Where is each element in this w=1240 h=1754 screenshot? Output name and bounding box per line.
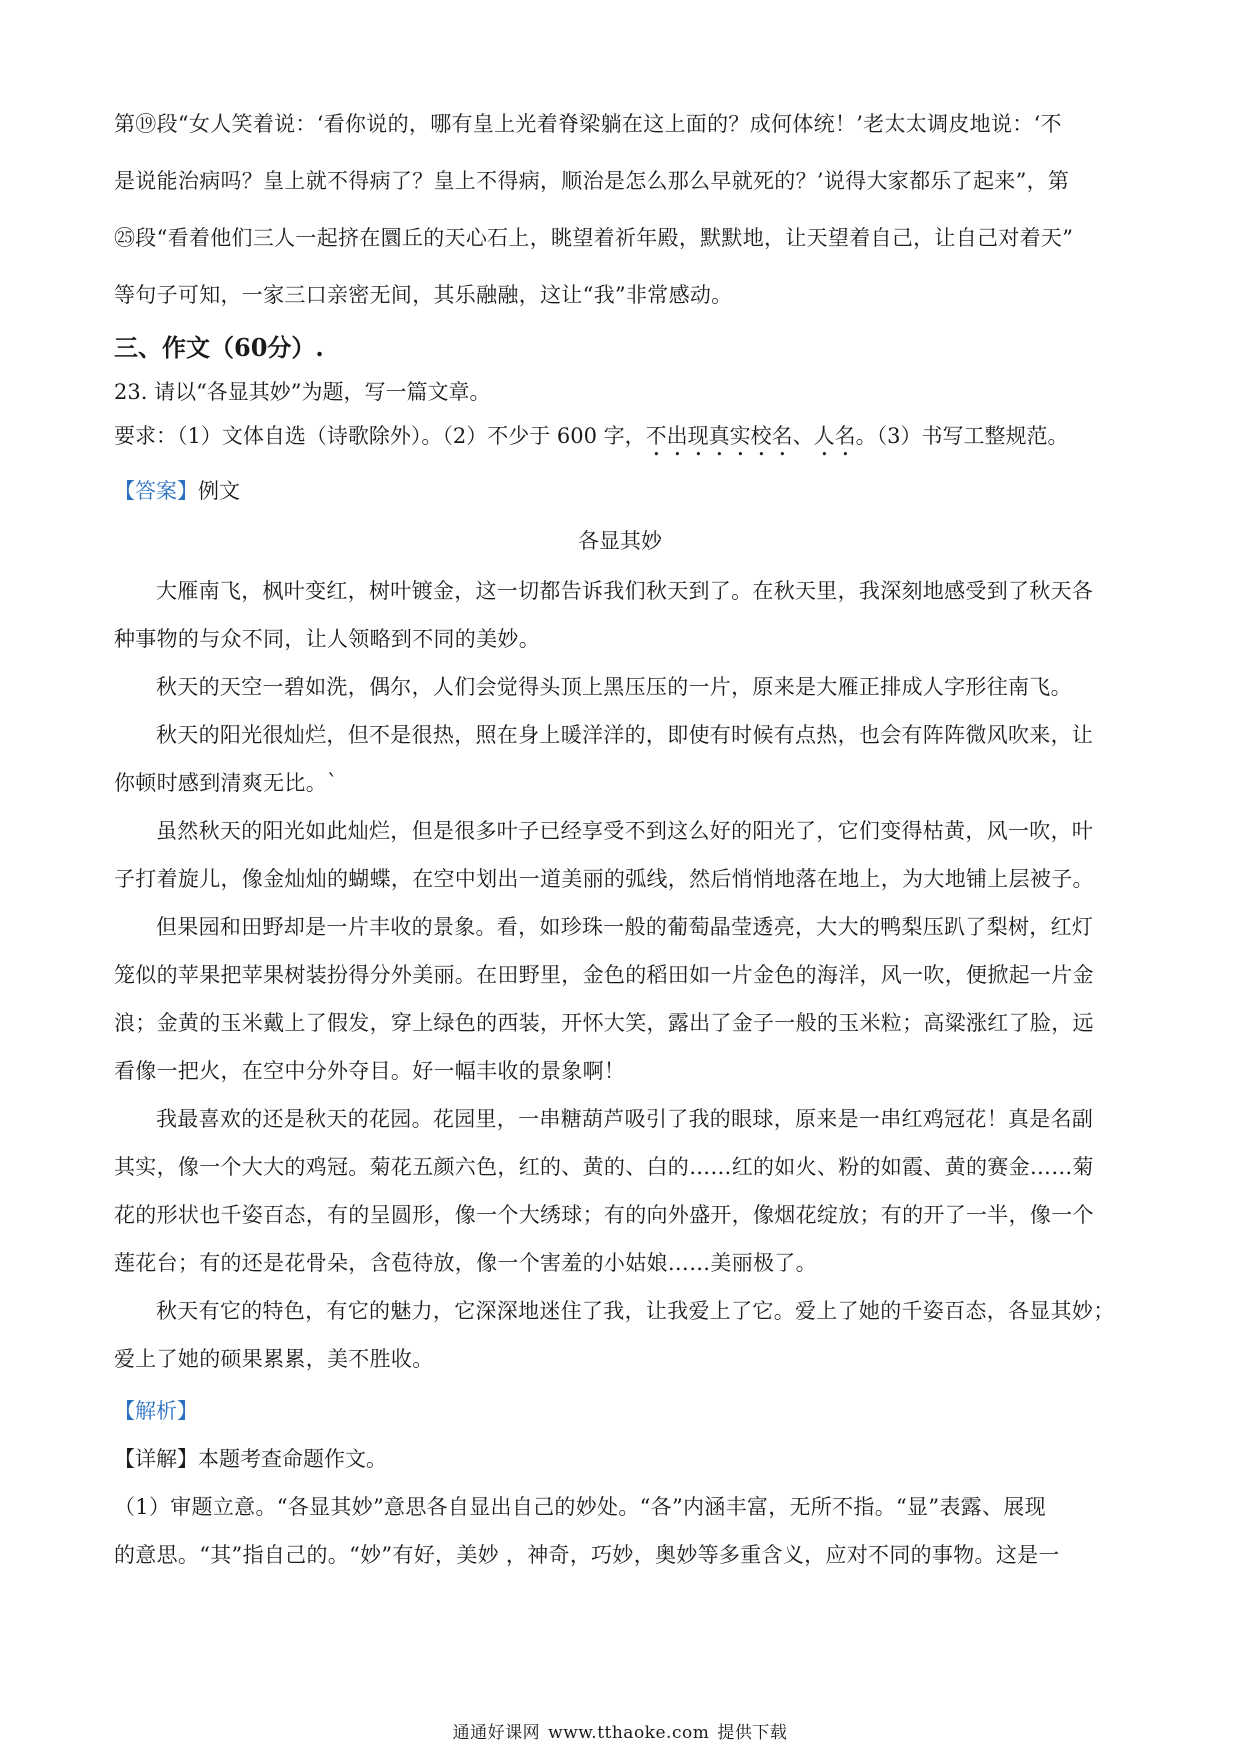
document-page xyxy=(114,96,1126,1579)
essay-line: 其实，像一个大大的鸡冠。菊花五颜六色，红的、黄的、白的……红的如火、粉的如霞、黄的赛金……菊 xyxy=(114,1155,1094,1179)
intro-line: ㉕段“看着他们三人一起挤在圜丘的天心石上，眺望着祈年殿，默默地，让天望着自己，让自己对着天” xyxy=(114,226,1074,250)
essay-line: 虽然秋天的阳光如此灿烂，但是很多叶子已经享受不到这么好的阳光了，它们变得枯黄，风一吹，叶 xyxy=(156,819,1094,843)
essay-paragraph xyxy=(114,903,1126,1095)
essay-line: 莲花台；有的还是花骨朵，含苞待放，像一个害羞的小姑娘……美丽极了。 xyxy=(114,1251,817,1275)
intro-line: 是说能治病吗？皇上就不得病了？皇上不得病，顺治是怎么那么早就死的？’说得大家都乐了起来”，第 xyxy=(114,169,1070,193)
intro-line: 第⑲段“女人笑着说：‘看你说的，哪有皇上光着脊梁躺在这上面的？成何体统！’老太太调皮地说：‘不 xyxy=(114,112,1062,136)
footer-site-name: 通通好课网 xyxy=(452,1723,541,1743)
question-requirements xyxy=(114,414,1126,461)
footer-url: www.tthaoke.com xyxy=(548,1723,710,1743)
essay-paragraph xyxy=(114,663,1126,711)
essay-line: 花的形状也千姿百态，有的呈圆形，像一个大绣球；有的向外盛开，像烟花绽放；有的开了一半，像一个 xyxy=(114,1203,1094,1227)
section-heading: 三、作文（60分）. xyxy=(114,333,324,362)
analysis-paragraph xyxy=(114,1483,1126,1579)
requirements-text: 要求：（1）文体自选（诗歌除外）。（2）不少于 600 字， xyxy=(114,424,646,448)
essay-line: 我最喜欢的还是秋天的花园。花园里，一串糖葫芦吸引了我的眼球，原来是一串红鸡冠花！真是名副 xyxy=(156,1107,1094,1131)
intro-paragraph xyxy=(114,96,1126,324)
analysis-line: （1）审题立意。“各显其妙”意思各自显出自己的妙处。“各”内涵丰富，无所不指。“显”表露、展现 xyxy=(114,1495,1046,1519)
essay-line: 浪；金黄的玉米戴上了假发，穿上绿色的西装，开怀大笑，露出了金子一般的玉米粒；高粱涨红了脸，远 xyxy=(114,1011,1094,1035)
intro-line: 等句子可知，一家三口亲密无间，其乐融融，这让“我”非常感动。 xyxy=(114,283,733,307)
analysis-tag: 【解析】 xyxy=(114,1399,198,1423)
essay-paragraph xyxy=(114,711,1126,807)
question-prompt: 23. 请以“各显其妙”为题，写一篇文章。 xyxy=(114,380,491,404)
essay-line: 笼似的苹果把苹果树装扮得分外美丽。在田野里，金色的稻田如一片金色的海洋，风一吹，便掀起一片金 xyxy=(114,963,1094,987)
page-footer xyxy=(0,1718,1240,1743)
essay-line: 秋天的阳光很灿烂，但不是很热，照在身上暖洋洋的，即使有时候有点热，也会有阵阵微风吹来，让 xyxy=(156,723,1094,747)
essay-line: 秋天的天空一碧如洗，偶尔，人们会觉得头顶上黑压压的一片，原来是大雁正排成人字形往南飞。 xyxy=(156,675,1072,699)
essay-paragraph xyxy=(114,1287,1126,1383)
essay-title: 各显其妙 xyxy=(578,529,662,553)
essay-line: 但果园和田野却是一片丰收的景象。看，如珍珠一般的葡萄晶莹透亮，大大的鸭梨压趴了梨树，红灯 xyxy=(156,915,1094,939)
essay-line: 大雁南飞，枫叶变红，树叶镀金，这一切都告诉我们秋天到了。在秋天里，我深刻地感受到了秋天各 xyxy=(156,579,1094,603)
essay-paragraph xyxy=(114,807,1126,903)
essay-line: 爱上了她的硕果累累，美不胜收。 xyxy=(114,1347,434,1371)
answer-heading xyxy=(114,467,1126,515)
essay-paragraph xyxy=(114,1095,1126,1287)
analysis-line: 的意思。“其”指自己的。“妙”有好，美妙 ，神奇，巧妙，奥妙等多重含义，应对不同的事物。这是一 xyxy=(114,1543,1060,1567)
essay-line: 秋天有它的特色，有它的魅力，它深深地迷住了我，让我爱上了它。爱上了她的千姿百态，各显其妙； xyxy=(156,1299,1115,1323)
essay-paragraph xyxy=(114,567,1126,663)
essay-line: 你顿时感到清爽无比。` xyxy=(114,771,338,795)
requirements-text-end: 。（3）书写工整规范。 xyxy=(855,424,1069,448)
answer-tag: 【答案】 xyxy=(114,479,198,503)
essay-line: 种事物的与众不同，让人领略到不同的美妙。 xyxy=(114,627,540,651)
requirements-emphasis: 不出现真实校名、人名 xyxy=(645,424,856,448)
essay-line: 子打着旋儿，像金灿灿的蝴蝶，在空中划出一道美丽的弧线，然后悄悄地落在地上，为大地铺上层被子。 xyxy=(114,867,1094,891)
essay-body xyxy=(114,567,1126,1383)
answer-label: 例文 xyxy=(198,479,240,503)
footer-suffix: 提供下载 xyxy=(717,1723,788,1743)
essay-line: 看像一把火，在空中分外夺目。好一幅丰收的景象啊！ xyxy=(114,1059,626,1083)
detail-line: 【详解】本题考查命题作文。 xyxy=(114,1447,387,1471)
